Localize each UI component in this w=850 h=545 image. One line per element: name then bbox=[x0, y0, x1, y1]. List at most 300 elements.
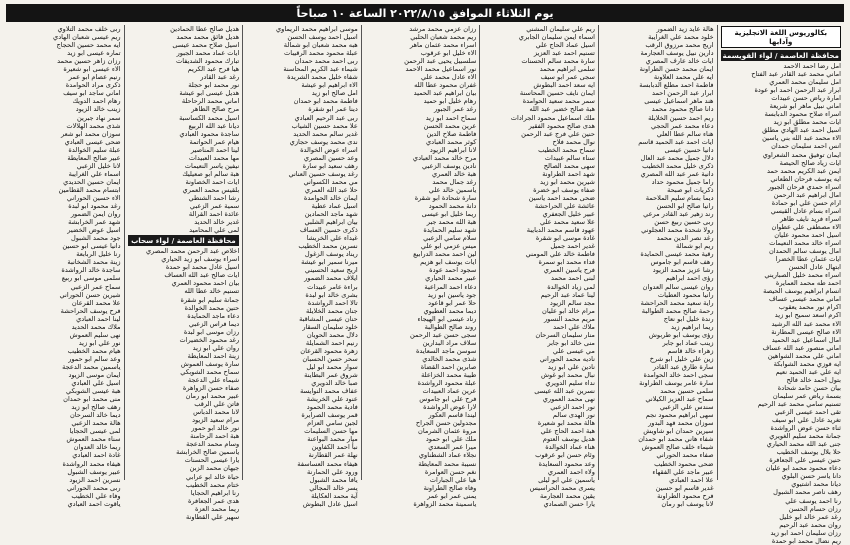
name-entry: هالة عايد زيد الضمور bbox=[656, 25, 714, 33]
name-entry: شيماء عبد الكريم المحاسنة bbox=[283, 65, 358, 74]
name-entry: دانيا عيسى ابو حسين bbox=[62, 242, 121, 251]
name-entry: مرح صالح الظاهر bbox=[191, 105, 240, 114]
name-entry: ابتسام محمد القطامين bbox=[58, 185, 121, 194]
name-entry: غادة موسى ابو شقرة bbox=[535, 234, 595, 243]
name-entry: رغد عمر خالد ابو خليل bbox=[779, 512, 841, 521]
name-entry: هبة احمد الحاج علي bbox=[540, 427, 595, 436]
name-entry: ايلاف محمد الضمور bbox=[304, 274, 358, 283]
name-entry: اسيل عماد الحاج علي bbox=[535, 41, 595, 50]
name-entry: رندة خليل ابو نعاج bbox=[663, 314, 714, 323]
name-entry: سماح عمر الزعبي bbox=[70, 282, 121, 291]
name-entry: ارام حسن علي ابو حمادة bbox=[771, 198, 841, 207]
name-entry: دعاء محمود محمد ابو عليان bbox=[765, 464, 841, 473]
name-entry: عبير يوسف الشبول bbox=[67, 467, 121, 476]
name-entry: سحر حسن الحسبان bbox=[302, 354, 358, 363]
name-entry: تسنيم سامي محمد عبد الرحيم bbox=[757, 399, 841, 408]
name-entry: اسيل علي العبادي bbox=[71, 379, 121, 388]
name-entry: اسراء صلاح محمود الدبابسة bbox=[764, 110, 841, 119]
name-entry: دلال جميل محمد عبد العال bbox=[640, 153, 714, 162]
name-entry: جيهان محمد الزبن bbox=[189, 464, 240, 473]
name-entry: هند ماهر اسماعيل عيسى bbox=[644, 97, 714, 106]
name-entry: صفاء يوسف ابو خضرة bbox=[533, 185, 595, 194]
name-entry: ريناد يوسف الزغول bbox=[304, 250, 358, 259]
name-entry: نور الهدى سالم bbox=[552, 411, 595, 420]
name-entry: اماني منصور عبد الله عساف bbox=[762, 343, 841, 352]
name-entry: فاتن علي الرقب bbox=[194, 400, 240, 409]
name-entry: ديما خالد السرحان bbox=[69, 411, 121, 420]
name-entry: الاء عيسى ابو شعيرة bbox=[63, 65, 121, 74]
name-entry: عبلة محمود محمد الرقيبات bbox=[284, 49, 358, 58]
name-entry: دلال محمد الحويان bbox=[306, 330, 358, 339]
name-entry: الاء صالح عيسى المطارنة bbox=[771, 327, 841, 336]
name-entry: زينة احمد المعايطة bbox=[187, 351, 240, 360]
name-entry: رحمة صالح محمد الطوالبة bbox=[641, 306, 714, 315]
name-entry: لمى علي المحاميد bbox=[189, 226, 240, 235]
name-entry: ناديه محمد الحوراني bbox=[539, 354, 595, 363]
name-entry: روان ايمن الضمور bbox=[70, 210, 121, 219]
major-heading: بكالوريوس اللغة الانجليزية وآدابها bbox=[721, 26, 841, 48]
name-entry: ذكريات ابو صبحة bbox=[667, 185, 714, 194]
name-entry: امال يوسف سالم الحمدان bbox=[768, 247, 841, 256]
name-entry: فادية محمد الحمود bbox=[306, 403, 358, 412]
name-entry: شذى محمد الهلالات bbox=[66, 121, 121, 130]
name-entry: ملك علي ابو حمود bbox=[425, 435, 477, 444]
name-entry: حلا عبد الله العمري bbox=[304, 185, 358, 194]
name-entry: هيا علي الجبارات bbox=[429, 475, 477, 484]
name-entry: علا محمد حسين الشياب bbox=[291, 121, 358, 130]
name-entry: يمنى عمر ابو عمر bbox=[427, 491, 477, 500]
name-entry: ايه علي محمد العلاونة bbox=[653, 73, 714, 82]
name-entry: ديما فراس الزعبي bbox=[188, 319, 240, 328]
name-entry: هبة سالم ابو صعيليك bbox=[182, 169, 240, 178]
name-entry: رزان عزمي محمد مرشد bbox=[409, 25, 477, 33]
name-entry: سلمى ابراهيم محمد bbox=[539, 65, 595, 74]
name-entry: جود ياسين ابو زيد bbox=[427, 290, 477, 299]
name-entry: مريم محمد النسور bbox=[544, 314, 595, 323]
name-entry: غفران محمود عطا الله bbox=[414, 81, 477, 90]
name-entry: سجى احمد خالد الحوامدة bbox=[643, 371, 714, 380]
name-entry: هديل يوسف العتوم bbox=[542, 435, 595, 444]
name-entry: جمانة محمد سليم الغويري bbox=[769, 432, 841, 441]
name-entry: اسراء خالد محمد النعيمات bbox=[769, 239, 841, 248]
name-entry: ايات عثمان عطا الخضرا bbox=[775, 255, 841, 264]
name-entry: دانية عمر عبد الله المصري bbox=[640, 169, 714, 178]
name-entry: سمر محمد سعيد الحوامدة bbox=[522, 97, 595, 106]
name-entry: هالة محمد ابو شعيرة bbox=[537, 419, 595, 428]
name-entry: سهى ابراهيم محمود نجم bbox=[645, 411, 714, 420]
name-entry: اسراء حمدي فرحان الجبور bbox=[767, 182, 841, 191]
name-entry: سندس علي الزعبي bbox=[659, 403, 714, 412]
name-entry: هبة عيسى الشوبكي bbox=[65, 387, 121, 396]
name-entry: مروة عثمان الشرمان bbox=[418, 427, 477, 436]
name-entry: سارة عامر يوسف الطراونة bbox=[639, 379, 714, 388]
name-entry: نجلاء عماد الشطناوي bbox=[418, 451, 477, 460]
name-entry: اماني علي محمد الشواهين bbox=[767, 351, 841, 360]
name-entry: راما جميل محمود حداد bbox=[651, 177, 714, 186]
name-entry: صفاء محمد الحوراني bbox=[656, 451, 714, 460]
name-entry: ياسمين علي ابو ليلى bbox=[538, 475, 595, 484]
name-entry: لانا محمد الدباس bbox=[193, 408, 240, 417]
name-entry: ابرار عبد الرحمن احمد bbox=[651, 89, 714, 98]
name-entry: ذكرى مراد الحوامدة bbox=[65, 81, 121, 90]
name-entry: ياقوت احمد العبادي bbox=[67, 499, 121, 508]
name-entry: سلام سامي الزعبي bbox=[423, 234, 477, 243]
name-entry: نداء سليم الدويري bbox=[545, 379, 595, 388]
name-entry: غدير احمد جميل bbox=[550, 242, 595, 251]
name-entry: ربى حسين ربيع حسن bbox=[654, 218, 714, 227]
name-entry: فرح يوسف الحراحشة bbox=[60, 306, 121, 315]
name-entry: ساجدة محمود العبادي bbox=[179, 129, 240, 138]
name-entry: ريم محمد شعبان الحلبي bbox=[410, 33, 477, 42]
name-entry: فاطمة صلاح الدين bbox=[426, 129, 477, 138]
name-entry: ملاك علي احمد bbox=[553, 322, 595, 331]
name-entry: ديما محمد العطيوي bbox=[423, 306, 477, 315]
name-entry: جنى عبد الله محمد الحياري bbox=[766, 440, 841, 449]
name-entry: رهف صالح ابو زيد bbox=[71, 403, 121, 412]
name-entry: ايمان خالد الحوامدة bbox=[303, 193, 358, 202]
name-entry: غدير قاسم ابو حسين bbox=[655, 483, 714, 492]
name-entry: مها حسن السليمات bbox=[304, 427, 358, 436]
name-entry: سارة شحادة ابو شقرة bbox=[414, 193, 477, 202]
name-entry: هناء عماد الخوالدة bbox=[545, 443, 595, 452]
name-entry: ميس عزمي ابو علي bbox=[420, 242, 477, 251]
name-entry: ثناء حسن عوض الرواشدة bbox=[770, 424, 841, 433]
name-entry: اسيل عماد عطية bbox=[311, 202, 358, 211]
name-entry: ايه علي عبد الحميد نعيم bbox=[775, 367, 841, 376]
name-entry: يسرى محمد الحراسيس bbox=[529, 483, 595, 492]
name-entry: نور احمد الزعبي bbox=[550, 403, 595, 412]
name-entry: رشا عزيز محمد الزيود bbox=[652, 266, 714, 275]
name-entry: هالة محمد الزعبي bbox=[71, 419, 121, 428]
name-entry: فداء محمد ابو سمرة bbox=[538, 258, 595, 267]
name-entry: قمر يوسف الصرايرة bbox=[301, 411, 358, 420]
name-entry: نادين علي ابو زيد bbox=[547, 362, 595, 371]
name-entry: شهد ماجد الحمادين bbox=[304, 210, 358, 219]
name-entry: ايات يوسف ابو هزيم bbox=[420, 258, 477, 267]
name-entry: سلاف مراد البدارين bbox=[422, 338, 477, 347]
name-entry: ياسمين محمد الدعجة bbox=[62, 362, 121, 371]
name-entry: الاء محمد عبد الله الرشيد bbox=[771, 319, 841, 328]
name-column bbox=[598, 25, 717, 508]
name-entry: اسراء يوسف ابو زيد الحياري bbox=[161, 255, 240, 264]
name-entry: دانا صالح محمود محمد bbox=[651, 105, 714, 114]
name-entry: حنين محمد الخوالدة bbox=[184, 303, 240, 312]
name-entry: براءة عامر عبيدات bbox=[307, 282, 358, 291]
name-entry: سيرين حمدان ابو شاويش bbox=[643, 427, 714, 436]
name-entry: اسراء محمد عثمان ماهر bbox=[409, 41, 477, 50]
name-entry: هديل عيسى ابو عيشة bbox=[179, 89, 240, 98]
name-entry: اسيل احمد محمود عليان bbox=[774, 230, 841, 239]
name-entry: رؤى يوسف ابو طربوش bbox=[648, 330, 714, 339]
name-entry: سمية عمر الزعبي bbox=[189, 202, 240, 211]
name-entry: بلقيس محمد العمري bbox=[182, 185, 240, 194]
name-entry: اكرم اسعد سميح ابو زيد bbox=[774, 311, 841, 320]
name-entry: اسيل عادل البطوش bbox=[302, 499, 358, 508]
name-entry: نيفين ياسر النعيمات bbox=[184, 161, 240, 170]
name-entry: جود محمد الشبول bbox=[70, 234, 121, 243]
name-entry: سناء سالم عبيدات bbox=[544, 153, 595, 162]
name-entry: ديانا عبد الله الربيع bbox=[188, 121, 240, 130]
name-entry: ربى خلف محمد التلاوي bbox=[57, 25, 121, 33]
name-entry: نهى سليم العموش bbox=[69, 330, 121, 339]
name-entry: ابتهال عادل الحسن bbox=[788, 263, 841, 272]
name-entry: جمانة سليم ابو شقرة bbox=[180, 295, 240, 304]
name-entry: حنان عيسى المشاقبة bbox=[299, 314, 358, 323]
name-entry: اسيل احمد عبد الهادي مطلق bbox=[762, 126, 841, 135]
name-entry: شفاء خليل محمد الشريدة bbox=[287, 73, 358, 82]
name-entry: الاء عادل محمد علي bbox=[421, 73, 477, 82]
name-column bbox=[242, 25, 361, 508]
name-entry: شذى محمد الخالدي bbox=[422, 354, 477, 363]
name-entry: سماح احمد ابو زيد bbox=[425, 113, 477, 122]
name-entry: ريما خليل ابو عيسى bbox=[421, 210, 477, 219]
name-entry: ايات احمد عبد الحميد قاسم bbox=[638, 137, 714, 146]
name-entry: امال ابراهيم عبد الرحمن bbox=[773, 190, 841, 199]
name-entry: ايات صالح عبد الله العساف bbox=[164, 271, 240, 280]
name-entry: حنين علي فرج عبد الرحمن bbox=[521, 129, 595, 138]
name-entry: رغد جمال محمد bbox=[432, 177, 477, 186]
name-entry: بشرى خالد ابو لبدة bbox=[305, 290, 358, 299]
name-entry: تسنيم خالد عطا الله bbox=[184, 287, 240, 296]
name-entry: فرح ياسين العمري bbox=[543, 266, 595, 275]
name-entry: رغد محمود ابو لبدة bbox=[68, 202, 121, 211]
name-entry: ديما بسام سليم الملاحمة bbox=[645, 193, 714, 202]
name-entry: غدير سالم محمد الحديد bbox=[293, 129, 358, 138]
name-entry: موسى ابراهيم محمد الريماوي bbox=[275, 25, 358, 33]
name-entry: سلمى موسى ابو ربيع bbox=[61, 274, 121, 283]
name-columns bbox=[6, 25, 844, 545]
name-entry: مرح خالد محمد العبادي bbox=[412, 153, 477, 162]
name-entry: علا احمد العبادي bbox=[669, 475, 714, 484]
name-entry: ريم نضال محمد ابو حمدة bbox=[771, 536, 841, 545]
name-entry: دانة محمد الحمود bbox=[428, 202, 477, 211]
name-entry: اريج محمد مرزوق الرقب bbox=[645, 41, 714, 50]
name-entry: نغم حسن العوامرة bbox=[424, 467, 477, 476]
name-entry: سارة طارق عبد القادر bbox=[652, 362, 714, 371]
name-entry: حياة خالد ابو عرابي bbox=[185, 472, 240, 481]
name-entry: عبلة سليم الخوالدة bbox=[68, 145, 121, 154]
name-entry: رنا احمد يوسف علي bbox=[785, 496, 841, 505]
name-entry: فرح علي ابو جاموس bbox=[419, 395, 477, 404]
name-entry: شيماء علي الدعجة bbox=[187, 375, 240, 384]
name-entry: ريما محمد العزة bbox=[194, 504, 240, 513]
name-entry: صابرين احمد القضاة bbox=[420, 362, 477, 371]
name-entry: سارة محمد سالم الحسنات bbox=[521, 57, 595, 66]
name-entry: عائشة علي الحراحشة bbox=[534, 202, 595, 211]
name-entry: حنين عيسى علي الجعافرة bbox=[769, 456, 841, 465]
name-entry: اسيل احمد يوسف الحسن bbox=[287, 33, 358, 42]
name-entry: نسرين محمد الخطيب bbox=[298, 242, 358, 251]
name-entry: هديل صالح عطا الحمادين bbox=[170, 25, 240, 33]
name-entry: عرين محمد الحسن bbox=[423, 121, 477, 130]
name-entry: ايمان موسى الزيود bbox=[68, 371, 121, 380]
name-entry: نور علي ابو زيد bbox=[78, 338, 121, 347]
name-entry: زين علي خليل ابو شرخ bbox=[649, 354, 714, 363]
name-entry: رناد عيسى ابو الهيجاء bbox=[417, 314, 477, 323]
name-entry: دانا ياسر حسن البلوي bbox=[781, 472, 841, 481]
name-entry: منار سليمان السرحان bbox=[535, 330, 595, 339]
name-entry: رغد عمر الجبور bbox=[434, 105, 477, 114]
name-entry: شفاء هاني محمد ابو حمدان bbox=[638, 435, 714, 444]
name-entry: نهلة عمر القطارنة bbox=[308, 451, 358, 460]
name-entry: هدى صالح محمود الفقير bbox=[528, 121, 595, 130]
name-entry: بيان ابراهيم عبد الحميد bbox=[413, 89, 477, 98]
name-entry: رؤى احمد ابراهيم bbox=[665, 274, 714, 283]
name-entry: عبير صالح المعايطة bbox=[67, 153, 121, 162]
name-entry: تبارك محمود الشديفات bbox=[176, 57, 240, 66]
name-entry: ربى محمد الحوراني bbox=[66, 483, 121, 492]
name-entry: بتول احمد خالد فالح bbox=[786, 375, 841, 384]
name-entry: يسر خالد المجالي bbox=[309, 483, 358, 492]
name-column bbox=[361, 25, 480, 508]
name-entry: هبه محمد شعبان ابو شمالة bbox=[283, 41, 358, 50]
name-entry: سهير علي القطاونة bbox=[186, 512, 240, 521]
name-entry: الاء حسين الحوراني bbox=[66, 193, 121, 202]
name-entry: الاء محمد عبد الله بني ياسين bbox=[762, 134, 841, 143]
name-entry: بيان حسن حامد شحادة bbox=[777, 383, 841, 392]
name-entry: سجود احمد عودة bbox=[429, 266, 477, 275]
name-entry: هناء سالم عطا العلي bbox=[656, 129, 714, 138]
name-entry: اسيل محمد الكساسبة bbox=[179, 113, 240, 122]
name-entry: عهود قاسم محمد الدبايبة bbox=[526, 226, 595, 235]
region-heading: محافظة العاصمة / لواء القويسمة bbox=[722, 51, 839, 60]
name-entry: ايات خالد عارف المصري bbox=[645, 57, 714, 66]
date-banner: يوم الثلاثاء الموافق ٢٠٢٢/٨/١٥ الساعة ١٠ صباحاً bbox=[6, 4, 844, 22]
name-entry: ذكرى خليل محمد الخطيب bbox=[642, 161, 714, 170]
name-entry: روند صالح الطوالبة bbox=[424, 322, 477, 331]
name-entry: ليندا قاسم العكور bbox=[428, 411, 477, 420]
name-entry: زينب عماد ابو جابر bbox=[662, 338, 714, 347]
name-entry: ملك اسماعيل محمود الجرادات bbox=[510, 113, 595, 122]
name-entry: شروق عمر البطاينة bbox=[304, 371, 358, 380]
name-entry: يارا حسن الصمادي bbox=[543, 499, 595, 508]
name-entry: منى محمد ابو حمدان bbox=[63, 395, 121, 404]
name-entry: ايات عماد محمد الجبور bbox=[176, 49, 240, 58]
name-entry: علا سعيد محمد علي bbox=[539, 218, 595, 227]
name-entry: ياسمين صالح الخرابشة bbox=[176, 448, 240, 457]
name-entry: احمد طه محمد العمايرة bbox=[775, 279, 841, 288]
name-entry: شيرين حسن الحوراني bbox=[59, 290, 121, 299]
name-entry: راية سعيد محمد الحراحشة bbox=[640, 298, 714, 307]
name-entry: روان عيسى سالم العدوان bbox=[642, 282, 714, 291]
name-entry: خلود محمد علي الغرايبة bbox=[648, 33, 714, 42]
name-entry: عبير محمد ابو رمان bbox=[185, 392, 240, 401]
name-entry: اكرام نور محمد يعقوب bbox=[778, 303, 841, 312]
name-entry: ايمان نايف حسين المحاسنة bbox=[519, 89, 595, 98]
name-entry: دينا عمر ابو شقرة bbox=[308, 105, 358, 114]
name-entry: اسراء فريد نايف ظاهر bbox=[779, 214, 841, 223]
name-entry: اسيل صلاح محمد عيسى bbox=[172, 41, 240, 50]
name-entry: امال اسماعيل عبد الحميد bbox=[771, 335, 841, 344]
name-entry: تماره عيسى ابو زيد bbox=[67, 49, 121, 58]
name-entry: شيماء خلف صالح العموش bbox=[641, 443, 714, 452]
name-entry: بسمة رياض عمر سليمان bbox=[772, 391, 841, 400]
name-entry: جنان محمد الخلايلة bbox=[306, 306, 358, 315]
name-entry: اسراء عوض الخوالدة bbox=[300, 145, 358, 154]
name-entry: وفاء صالح الطراونة bbox=[423, 483, 477, 492]
name-entry: امل سليمان محمد العمري bbox=[769, 78, 841, 87]
name-entry: هيفاء محمد العساسفة bbox=[297, 459, 358, 468]
name-entry: حلا بلال يوسف الخطيب bbox=[776, 448, 841, 457]
name-entry: روان علي ابو زيد bbox=[192, 343, 240, 352]
name-entry: هيام عمر الحواتمة bbox=[189, 137, 240, 146]
name-entry: اسماء علي الغرايبة bbox=[68, 169, 121, 178]
name-entry: عائدة احمد القرالة bbox=[188, 210, 240, 219]
name-entry: سهى محمد الصالح bbox=[543, 161, 595, 170]
name-entry: رزان موسى ابو لبدة bbox=[183, 327, 240, 336]
name-entry: غدير خالد الحديد bbox=[194, 218, 240, 227]
name-entry: اسراء محمد خليل الصباريني bbox=[764, 271, 841, 280]
name-entry: ابرار عبد الرحمن احمد ابو عودة bbox=[754, 86, 841, 95]
name-entry: يافا محمد الشبول bbox=[309, 475, 358, 484]
name-entry: انس احمد سليمان حمدان bbox=[771, 142, 841, 151]
name-entry: ندى محمد يوسف حجازي bbox=[289, 137, 358, 146]
name-entry: وعد حسين المصري bbox=[303, 153, 358, 162]
name-entry: ايه محمد حسين الحجاج bbox=[56, 41, 121, 50]
name-entry: هيا فرح عبد الكريم bbox=[187, 65, 240, 74]
name-entry: ربى عبد الرحيم العبادي bbox=[294, 113, 358, 122]
name-entry: ياسمينة محمد الزواهرة bbox=[413, 499, 477, 508]
name-entry: لمى عيسى الحجايا bbox=[69, 427, 121, 436]
name-column bbox=[479, 25, 598, 508]
name-entry: اسيل عوض الخضير bbox=[67, 226, 121, 235]
name-entry: ايات احمد الخصاونة bbox=[185, 177, 240, 186]
name-entry: لبنى احمد محمد bbox=[551, 274, 595, 283]
name-entry: ذكرى حسين العساف bbox=[299, 226, 358, 235]
name-entry: حلا عمر ابو قاعود bbox=[428, 298, 477, 307]
name-entry: ايمان توفيق محمد الشعراوي bbox=[762, 150, 841, 159]
name-entry: نور اسماعيل محمد الاحمد bbox=[405, 65, 477, 74]
name-entry: رهام احمد الدويك bbox=[72, 97, 121, 106]
name-entry: سلمى حسين محمد bbox=[660, 387, 714, 396]
name-entry: هيفاء محمد الرواشدة bbox=[62, 459, 121, 468]
name-entry: لمى زياد الخوالدة bbox=[547, 282, 595, 291]
name-entry: اريج سعيد الحسيني bbox=[304, 266, 358, 275]
name-entry: كوثر محمد العبادي bbox=[425, 137, 477, 146]
name-entry: صبا خالد الدويري bbox=[311, 379, 358, 388]
name-entry: عبير ماجد علي الفقهاء bbox=[652, 467, 714, 476]
name-entry: سلسبيل يحيى عبد الرحمن bbox=[404, 57, 477, 66]
name-entry: ايات زياد صالح الحيصة bbox=[779, 158, 841, 167]
name-entry: ريما خالد العدوان bbox=[73, 443, 121, 452]
name-entry: علا محمد القرعان bbox=[71, 298, 121, 307]
name-entry: شهد احمد الطراونة bbox=[542, 169, 595, 178]
name-entry: رزان حسام الحسن bbox=[788, 504, 841, 513]
name-entry: ضحى محمد احمد ياسين bbox=[528, 193, 595, 202]
name-entry: امل رضا احمد الاحمد bbox=[783, 62, 841, 70]
name-entry: بيان احمد محمود العمري bbox=[171, 279, 240, 288]
name-entry: ضحى محمود الخطيب bbox=[654, 459, 714, 468]
name-entry: وسام محمد الدعجة bbox=[186, 440, 240, 449]
name-entry: ولاء احمد العمري bbox=[547, 467, 595, 476]
name-entry: آية محمد العكايلة bbox=[311, 491, 358, 500]
name-entry: لارا عوض الرواشدة bbox=[423, 403, 477, 412]
name-entry: سوزان محمد فهد البدور bbox=[648, 419, 714, 428]
name-entry: رنيم عصام ابو عمر bbox=[68, 73, 121, 82]
name-entry: رقية محمد عيسى الحمايدة bbox=[640, 250, 714, 259]
name-entry: لينا احمد العبادي bbox=[76, 314, 121, 323]
name-entry: سماح محمد الشوبكي bbox=[180, 367, 240, 376]
name-entry: رغد عبد القادر bbox=[200, 73, 240, 82]
name-entry: مي محمد الكسواني bbox=[303, 177, 358, 186]
name-entry: فاطمة محمد ابو حمدان bbox=[293, 97, 358, 106]
name-entry: وفاء علي الخطيب bbox=[71, 491, 121, 500]
name-entry: غادة احمد العبادي bbox=[72, 451, 121, 460]
name-entry: ميار محمد البواعنة bbox=[307, 435, 358, 444]
name-entry: رغد يوسف حسين العناني bbox=[288, 169, 358, 178]
name-entry: ريم احمد حسين الخلايلة bbox=[648, 113, 714, 122]
name-entry: نبأ احمد الكفاوين bbox=[311, 443, 358, 452]
